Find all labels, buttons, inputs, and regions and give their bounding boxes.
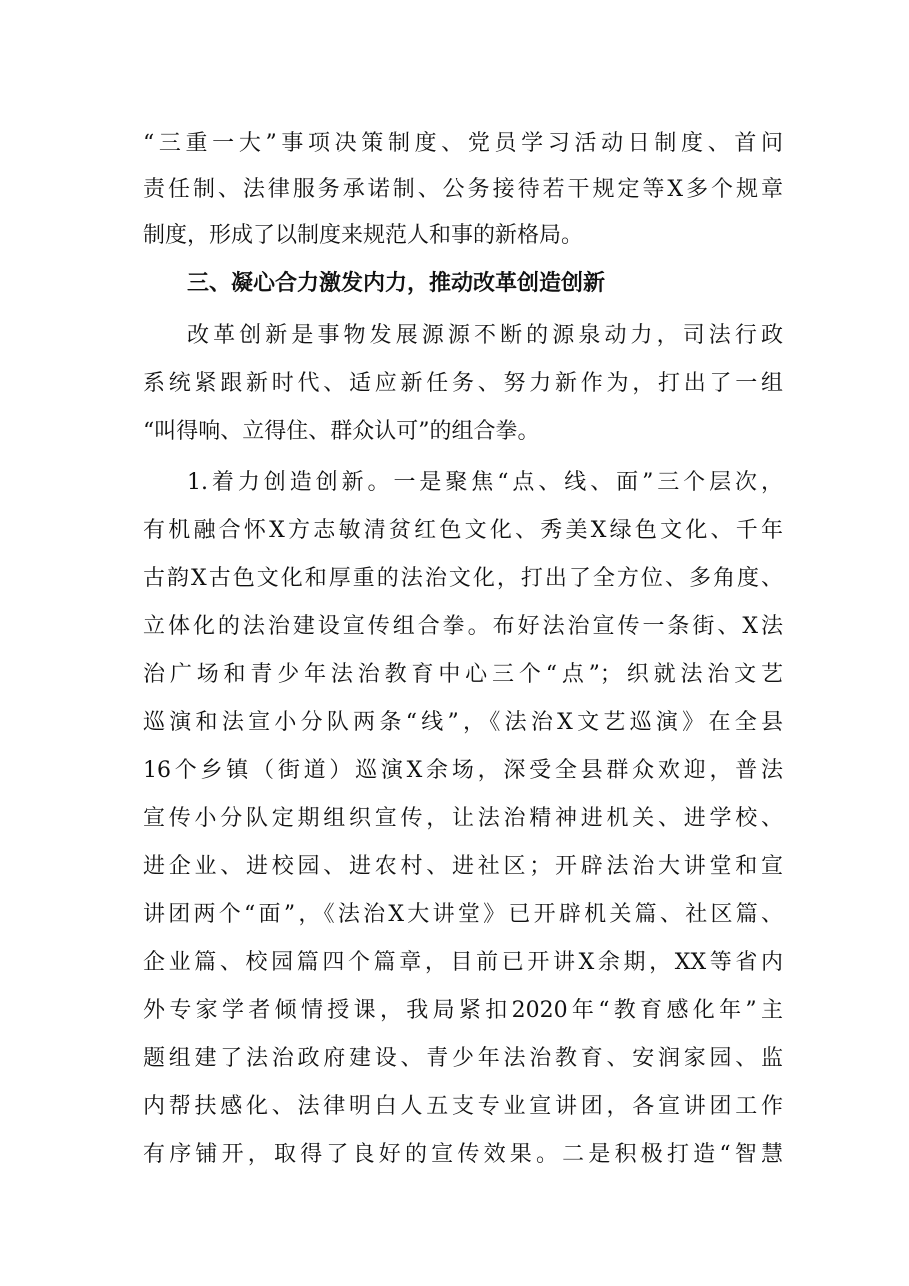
paragraph-line: 制度，形成了以制度来规范人和事的新格局。	[143, 223, 584, 248]
paragraph-line: 古韵X古色文化和厚重的法治文化，打出了全方位、多角度、	[143, 566, 783, 591]
paragraph-line: 立体化的法治建设宣传组合拳。布好法治宣传一条街、X法	[143, 614, 783, 639]
paragraph-line: 讲团两个“面”，《法治X大讲堂》已开辟机关篇、社区篇、	[143, 902, 783, 927]
paragraph-line: 内帮扶感化、法律明白人五支专业宣讲团，各宣讲团工作	[143, 1094, 783, 1119]
section-heading: 三、凝心合力激发内力，推动改革创造创新	[187, 271, 606, 296]
paragraph-line: “三重一大”事项决策制度、党员学习活动日制度、首问	[143, 131, 783, 156]
paragraph-line: 治广场和青少年法治教育中心三个“点”；织就法治文艺	[143, 662, 783, 687]
paragraph-line: 有序铺开，取得了良好的宣传效果。二是积极打造“智慧	[143, 1142, 783, 1167]
paragraph-line: 改革创新是事物发展源源不断的源泉动力，司法行政	[187, 323, 783, 348]
paragraph-line: 16个乡镇（街道）巡演X余场，深受全县群众欢迎，普法	[143, 758, 783, 783]
paragraph-line: 企业篇、校园篇四个篇章，目前已开讲X余期，XX等省内	[143, 950, 783, 975]
paragraph-line: 系统紧跟新时代、适应新任务、努力新作为，打出了一组	[143, 371, 783, 396]
paragraph-line: 1.着力创造创新。一是聚焦“点、线、面”三个层次，	[187, 470, 783, 495]
paragraph-line: 题组建了法治政府建设、青少年法治教育、安润家园、监	[143, 1046, 783, 1071]
paragraph-line: 巡演和法宣小分队两条“线”，《法治X文艺巡演》在全县	[143, 710, 783, 735]
paragraph-line: 外专家学者倾情授课，我局紧扣2020年“教育感化年”主	[143, 998, 783, 1023]
paragraph-line: “叫得响、立得住、群众认可”的组合拳。	[143, 419, 540, 444]
paragraph-line: 有机融合怀X方志敏清贫红色文化、秀美X绿色文化、千年	[143, 518, 783, 543]
paragraph-line: 宣传小分队定期组织宣传，让法治精神进机关、进学校、	[143, 806, 783, 831]
paragraph-line: 进企业、进校园、进农村、进社区；开辟法治大讲堂和宣	[143, 854, 783, 879]
paragraph-line: 责任制、法律服务承诺制、公务接待若干规定等X多个规章	[143, 177, 783, 202]
